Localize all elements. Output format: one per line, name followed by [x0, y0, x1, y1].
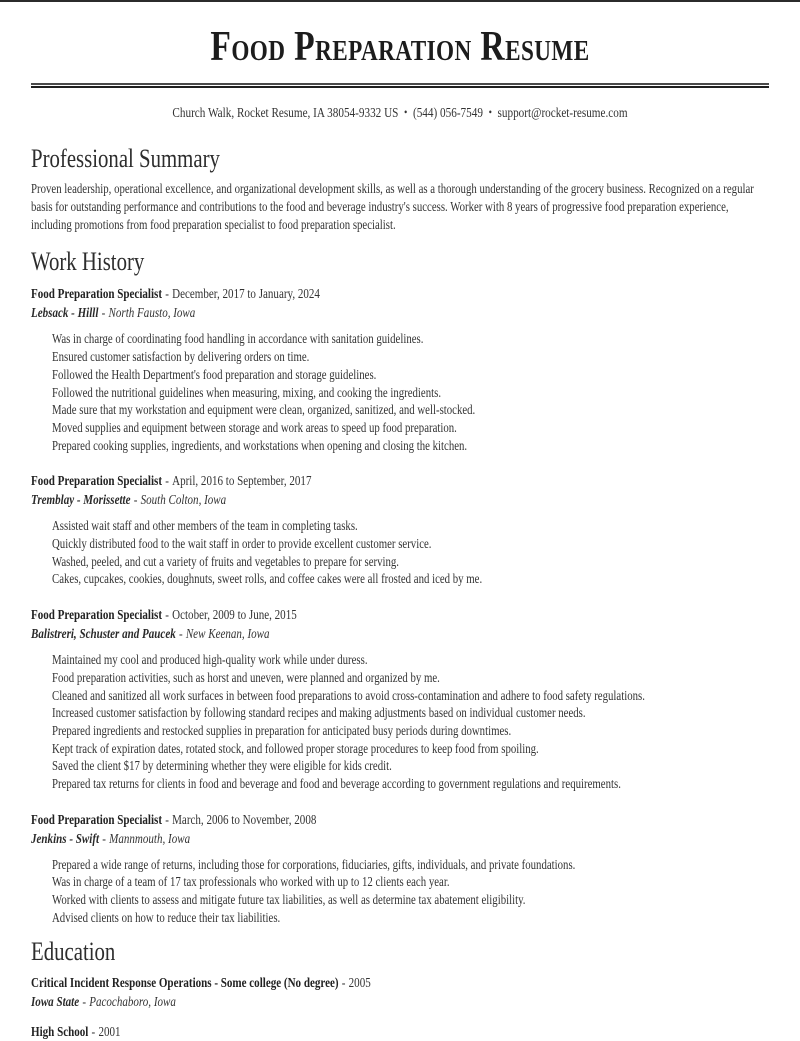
dash-separator: - [102, 830, 106, 846]
contact-phone: (544) 056-7549 [412, 106, 483, 121]
job-bullet: Followed the Health Department's food preparation and storage guidelines. [52, 366, 377, 382]
dash-separator: - [91, 1023, 96, 1039]
job-bullet: Saved the client $17 by determining whether they were eligible for kids credit. [52, 758, 392, 774]
job-bullet: Advised clients on how to reduce their tax liabilities. [52, 909, 281, 925]
dash-separator: - [178, 626, 183, 642]
job-company-line [31, 303, 769, 322]
dash-separator: - [165, 811, 169, 827]
resume-title [31, 23, 769, 71]
contact-separator: • [488, 105, 492, 119]
job-company: Jenkins - Swift [31, 830, 100, 846]
job-bullet: Washed, peeled, and cut a variety of fruits and vegetables to prepare for serving. [52, 553, 399, 569]
job-dates: April, 2016 to September, 2017 [172, 473, 312, 489]
page-top-rule [0, 0, 800, 2]
job-bullet: Followed the nutritional guidelines when measuring, mixing, and cooking the ingredients. [52, 384, 442, 400]
education-title-line [31, 973, 769, 992]
job-dates: December, 2017 to January, 2024 [172, 286, 320, 302]
jobs-list [31, 284, 769, 926]
job-bullet: Ensured customer satisfaction by delivering orders on time. [52, 349, 310, 365]
education-heading-text: Education [31, 936, 116, 966]
contact-separator: • [404, 105, 408, 119]
job-entry [31, 284, 769, 454]
title-divider [31, 83, 769, 88]
job-dates: October, 2009 to June, 2015 [172, 607, 297, 623]
education-entry [31, 973, 769, 1011]
resume-title-text: Food Preparation Resume [210, 24, 590, 70]
job-company: Lebsack - Hilll [31, 305, 99, 321]
contact-line-text [105, 105, 695, 122]
education-entry [31, 1022, 769, 1041]
job-bullet: Increased customer satisfaction by following standard recipes and making adjustments based on individual customer needs. [52, 705, 586, 721]
job-bullet: Food preparation activities, such as horst and uneven, were planned and organized by me. [52, 669, 440, 685]
education-year: 2001 [98, 1023, 121, 1039]
education-list [31, 973, 769, 1041]
job-bullet: Was in charge of a team of 17 tax professionals who worked with up to 12 clients each year. [52, 874, 450, 890]
education-school: Iowa State [31, 993, 80, 1009]
professional-summary-paragraph: Proven leadership, operational excellence, and organizational development skills, as well as a thorough understanding of the grocery business. Recognized on a regular basis for outstanding performance and contributions to the food and beverage industry's success. Worker with 8 years of progressive food preparation experience, including promotions from food preparation specialist to food preparation specialist. [31, 181, 754, 232]
job-dates: March, 2006 to November, 2008 [172, 811, 317, 827]
job-bullets [31, 517, 769, 588]
professional-summary-text [31, 180, 769, 233]
professional-summary-heading-text: Professional Summary [31, 144, 220, 173]
job-bullet: Cleaned and sanitized all work surfaces in between food preparations to avoid cross-contamination and adhere to food safety regulations. [52, 687, 645, 703]
dash-separator: - [101, 305, 106, 321]
job-bullet: Made sure that my workstation and equipment were clean, organized, sanitized, and well-stocked. [52, 402, 476, 418]
dash-separator: - [165, 607, 169, 623]
job-company-line [31, 490, 769, 509]
work-history-heading [31, 247, 769, 277]
job-entry [31, 471, 769, 588]
job-bullet: Prepared ingredients and restocked supplies in preparation for anticipated busy periods during downtimes. [52, 722, 512, 738]
work-history-heading-text: Work History [31, 247, 145, 277]
contact-address: Church Walk, Rocket Resume, IA 38054-9332 US [172, 106, 399, 121]
education-year: 2005 [348, 974, 371, 990]
dash-separator: - [133, 492, 138, 508]
job-bullet: Was in charge of coordinating food handling in accordance with sanitation guidelines. [52, 331, 424, 347]
resume-document [0, 23, 800, 1041]
job-bullets [31, 856, 769, 927]
job-company-line [31, 829, 769, 848]
dash-separator: - [341, 974, 346, 990]
job-title: Food Preparation Specialist [31, 473, 163, 489]
job-location: North Fausto, Iowa [108, 305, 196, 321]
job-title-line [31, 471, 769, 490]
job-bullets [31, 330, 769, 454]
job-title: Food Preparation Specialist [31, 607, 163, 623]
job-location: South Colton, Iowa [140, 492, 227, 508]
job-title-line [31, 605, 769, 624]
education-heading [31, 937, 769, 967]
job-title: Food Preparation Specialist [31, 286, 163, 302]
job-title-line [31, 284, 769, 303]
job-bullet: Maintained my cool and produced high-quality work while under duress. [52, 652, 368, 668]
education-degree: High School [31, 1023, 89, 1039]
professional-summary-heading [31, 144, 769, 174]
job-bullet: Prepared a wide range of returns, including those for corporations, fiduciaries, gifts, individuals, and private foundations. [52, 856, 576, 872]
job-bullet: Moved supplies and equipment between storage and work areas to speed up food preparation. [52, 419, 457, 435]
job-bullet: Kept track of expiration dates, rotated stock, and followed proper storage procedures to keep food from spoiling. [52, 740, 539, 756]
contact-email: support@rocket-resume.com [497, 106, 628, 121]
job-bullet: Cakes, cupcakes, cookies, doughnuts, sweet rolls, and coffee cakes were all frosted and iced by me. [52, 571, 483, 587]
job-bullet: Quickly distributed food to the wait staff in order to provide excellent customer service. [52, 536, 432, 552]
education-school-line [31, 992, 769, 1011]
job-company: Tremblay - Morissette [31, 492, 131, 508]
contact-line [31, 105, 769, 122]
job-title: Food Preparation Specialist [31, 811, 163, 827]
job-bullet: Worked with clients to assess and mitigate future tax liabilities, as well as determine tax abatement eligibility. [52, 892, 526, 908]
job-entry [31, 605, 769, 793]
job-title-line [31, 810, 769, 829]
education-location: Pacochaboro, Iowa [89, 993, 176, 1009]
job-company: Balistreri, Schuster and Paucek [31, 626, 176, 642]
dash-separator: - [165, 286, 169, 302]
dash-separator: - [82, 993, 87, 1009]
dash-separator: - [165, 473, 169, 489]
education-title-line [31, 1022, 769, 1041]
job-bullet: Prepared cooking supplies, ingredients, and workstations when opening and closing the kitchen. [52, 437, 468, 453]
job-entry [31, 810, 769, 927]
job-bullet: Assisted wait staff and other members of the team in completing tasks. [52, 518, 358, 534]
title-divider-thick-line [31, 86, 769, 88]
job-company-line [31, 624, 769, 643]
job-bullets [31, 651, 769, 793]
job-location: Mannmouth, Iowa [109, 830, 191, 846]
job-bullet: Prepared tax returns for clients in food and beverage and food and beverage according to government regulations and requirements. [52, 776, 621, 792]
job-location: New Keenan, Iowa [185, 626, 270, 642]
education-degree: Critical Incident Response Operations - Some college (No degree) [31, 974, 339, 990]
